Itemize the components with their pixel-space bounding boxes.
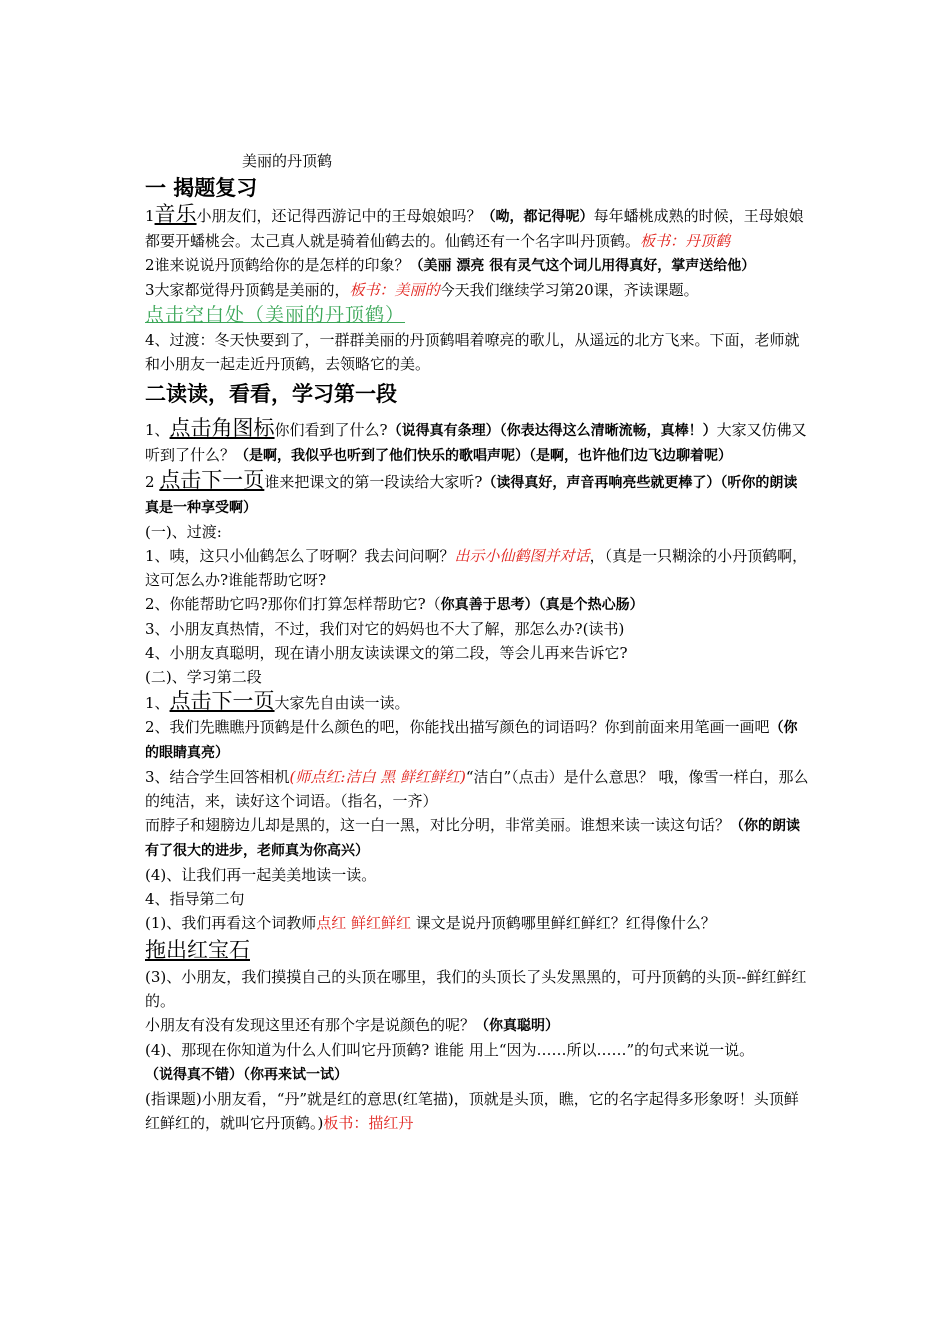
next-page-link[interactable]: 点击下一页 <box>159 468 265 492</box>
text: 1、咦，这只小仙鹤怎么了呀啊？我去问问啊？ <box>145 547 455 565</box>
board-note: 板书：丹顶鹤 <box>640 232 731 250</box>
text: 而脖子和翅膀边儿却是黑的，这一白一黑，对比分明，非常美丽。谁想来读一读这句话？ <box>145 816 731 834</box>
para-2-1 <box>145 416 810 468</box>
item-number: 1、 <box>145 694 170 712</box>
bold-note: 你真善于思考）（真是个热心肠） <box>440 597 644 613</box>
next-page-link-2[interactable]: 点击下一页 <box>169 689 275 713</box>
para-r4 <box>145 813 810 863</box>
bold-note: （你的朗读有了很大的进步，老师真为你高兴） <box>145 818 801 859</box>
bold-note: （说得真不错）（你再来试一试） <box>145 1067 348 1083</box>
document-page <box>145 150 810 1135</box>
para-q4: 4、小朋友真聪明，现在请小朋友读读课文的第二段，等会儿再来告诉它? <box>145 644 628 662</box>
bold-note: （你真聪明） <box>475 1018 560 1034</box>
para-r10 <box>145 1038 810 1087</box>
section-heading-1: 一 揭题复习 <box>145 176 258 200</box>
para-r5: (4)、让我们再一起美美地读一读。 <box>145 866 377 884</box>
bold-note: （你的眼睛真亮） <box>145 720 798 761</box>
drag-ruby-link[interactable]: 拖出红宝石 <box>145 938 250 962</box>
bold-note: （读得真好，声音再响亮些就更棒了）（听你的朗读真是一种享受啊） <box>145 475 798 516</box>
text: 大家又仿佛又听到了什么？ <box>145 421 807 464</box>
bold-note: （呦，都记得呢） <box>481 209 594 225</box>
para-r8: (3)、小朋友，我们摸摸自己的头顶在哪里，我们的头顶长了头发黑黑的，可丹顶鹤的头顶--鲜红鲜红的。 <box>145 968 807 1010</box>
text: 每年蟠桃成熟的时候，王母娘娘都要开蟠桃会。太己真人就是骑着仙鹤去的。仙鹤还有一个名字叫丹顶鹤。 <box>145 207 804 250</box>
bold-note: （是啊，我似乎也听到了他们快乐的歌唱声呢）（是啊，也许他们边飞边聊着呢） <box>235 448 733 464</box>
text: 3大家都觉得丹顶鹤是美丽的， <box>145 281 350 299</box>
section-heading-2: 二读读，看看，学习第一段 <box>145 382 397 406</box>
bold-note: （美丽 漂亮 很有灵气这个词儿用得真好，掌声送给他） <box>409 258 756 274</box>
para-r2 <box>145 715 810 765</box>
para-1-3 <box>145 278 810 302</box>
item-number: 1 <box>145 207 155 225</box>
text: 大家先自由读一读。 <box>274 694 410 712</box>
para-q1 <box>145 544 810 592</box>
text: 课文是说丹顶鹤哪里鲜红鲜红？红得像什么？ <box>411 914 716 932</box>
para-2-2 <box>145 468 810 520</box>
text: (4)、那现在你知道为什么人们叫它丹顶鹤? 谁能 用上“因为……所以……”的句式来说一说。 <box>145 1041 783 1059</box>
text: 2、你能帮助它吗?那你们打算怎样帮助它?（ <box>145 595 441 613</box>
text: “洁白”（点击）是什么意思？ 哦，像雪一样白，那么的纯洁，来，读好这个词语。（指名，一齐） <box>145 768 809 810</box>
para-r7 <box>145 911 810 935</box>
text: 谁来把课文的第一段读给大家听? <box>264 473 483 491</box>
para-r1 <box>145 689 810 715</box>
board-note: (师点红:洁白 黑 鲜红鲜红) <box>289 768 466 786</box>
lesson-title: 美丽的丹顶鹤 <box>242 152 333 170</box>
para-r6: 4、指导第二句 <box>145 890 245 908</box>
para-r11 <box>145 1087 810 1135</box>
para-r3 <box>145 765 810 813</box>
text: ，（真是一只糊涂的小丹顶鹤啊，这可怎么办?谁能帮助它呀? <box>145 547 808 589</box>
para-1-2 <box>145 253 810 278</box>
item-number: 1、 <box>145 421 170 439</box>
para-r9 <box>145 1013 810 1038</box>
text: 2谁来说说丹顶鹤给你的是怎样的印象？ <box>145 256 410 274</box>
sub-heading-transition: (一)、过渡: <box>145 523 222 541</box>
corner-icon-link[interactable]: 点击角图标 <box>169 416 275 440</box>
sub-heading-second-section: (二)、学习第二段 <box>145 668 262 686</box>
para-q2 <box>145 592 810 617</box>
text: (指课题)小朋友看，“丹”就是红的意思(红笔描)，顶就是头顶，瞧，它的名字起得多形象呀！头顶鲜红鲜红的，就叫它丹顶鹤。) <box>145 1090 799 1132</box>
text: 你们看到了什么? <box>274 421 388 439</box>
text: 今天我们继续学习第20课，齐读课题。 <box>439 281 699 299</box>
text: 小朋友们，还记得西游记中的王母娘娘吗？ <box>196 207 482 225</box>
text: 2、我们先瞧瞧丹顶鹤是什么颜色的吧，你能找出描写颜色的词语吗？你到前面来用笔画一画吧 <box>145 718 770 736</box>
bold-note: （说得真有条理）（你表达得这么清晰流畅，真棒！） <box>387 423 717 439</box>
para-q3: 3、小朋友真热情，不过，我们对它的妈妈也不大了解，那怎么办?(读书) <box>145 620 625 638</box>
board-note: 板书：美丽的 <box>349 281 440 299</box>
board-note: 点红 鲜红鲜红 <box>316 914 412 932</box>
text: 3、结合学生回答相机 <box>145 768 290 786</box>
text: 小朋友有没有发现这里还有那个字是说颜色的呢？ <box>145 1016 476 1034</box>
music-link[interactable]: 音乐 <box>154 202 197 226</box>
board-note: 板书：描红丹 <box>323 1114 414 1132</box>
para-1-4: 4、过渡：冬天快要到了，一群群美丽的丹顶鹤唱着嘹亮的歌儿，从遥远的北方飞来。下面，老师就和小朋友一起走近丹顶鹤，去领略它的美。 <box>145 331 800 373</box>
para-1-1 <box>145 202 810 253</box>
text: (1)、我们再看这个词教师 <box>145 914 317 932</box>
board-note: 出示小仙鹤图并对话 <box>454 547 590 565</box>
item-number: 2 <box>145 473 160 491</box>
click-blank-link[interactable]: 点击空白处（美丽的丹顶鹤） <box>145 304 406 326</box>
